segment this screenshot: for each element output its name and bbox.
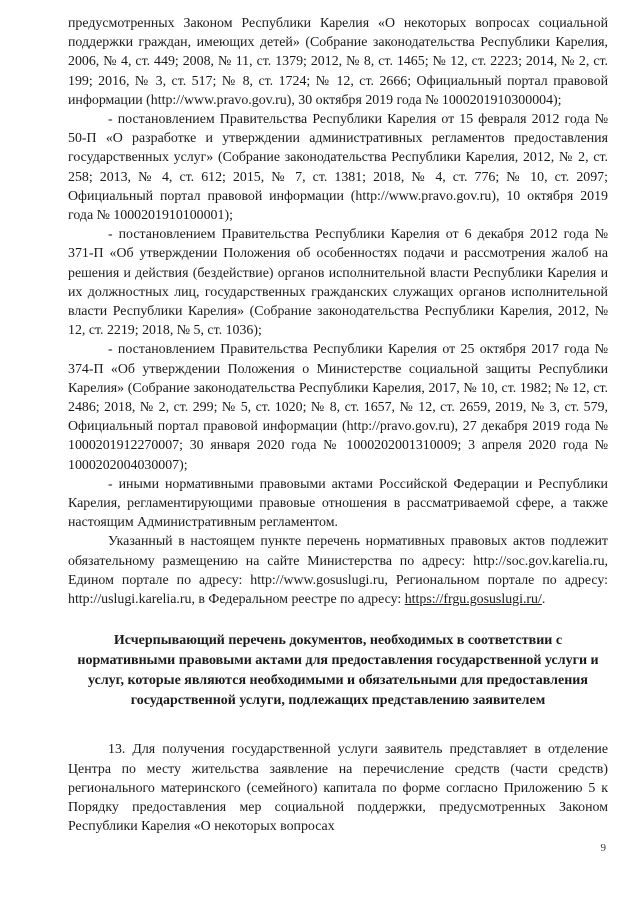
- paragraph-regulation-371p: - постановлением Правительства Республики Карелия от 6 декабря 2012 года № 371-П «Об утверждении Положения об особенностях подачи и рассмотрения жалоб на решения и действия (бездействие) органов исполнительной власти Республики Карелия и их должностных лиц, государственных гражданских служащих органов исполнительной власти Республики Карелия» (Собрание законодательства Республики Карелия, 2012, № 12, ст. 2219; 2018, № 5, ст. 1036);: [68, 227, 608, 339]
- paragraph-law-citation: предусмотренных Законом Республики Карелия «О некоторых вопросах социальной поддержки граждан, имеющих детей» (Собрание законодательства Республики Карелия, 2006, № 4, ст. 449; 2008, № 11, ст. 1379; 2012, № 8, ст. 1465; № 12, ст. 2223; 2014, № 2, ст. 199; 2016, № 3, ст. 517; № 8, ст. 1724; № 12, ст. 2666; Официальный портал правовой информации (http://www.pravo.gov.ru), 30 октября 2019 года № 1000201910300004);: [68, 16, 608, 108]
- portal-text-end: .: [541, 592, 546, 608]
- paragraph-regulation-374p: - постановлением Правительства Республики Карелия от 25 октября 2017 года № 374-П «Об утверждении Положения о Министерстве социальной защиты Республики Карелия» (Собрание законодательства Республики Карелия, 2017, № 10, ст. 1982; № 12, ст. 2486; 2018, № 2, ст. 299; № 5, ст. 1020; № 8, ст. 1657, № 12, ст. 2659, 2019, № 3, ст. 579, Официальный портал правовой информации (http://pravo.gov.ru), 27 декабря 2019 года № 1000201912270007; 30 января 2020 года № 1000202001310009; 3 апреля 2020 года № 1000202004030007);: [68, 342, 608, 473]
- portal-text: Указанный в настоящем пункте перечень нормативных правовых актов подлежит обязательному размещению на сайте Министерства по адресу: http://soc.gov.karelia.ru, Едином портале по адресу: http://www.gosuslugi.ru, Региональном портале по адресу: http://uslugi.karelia.ru, в Федеральном реестре по адресу:: [68, 534, 608, 608]
- paragraph-portal-publication: [68, 532, 608, 609]
- paragraph-item-13: 13. Для получения государственной услуги заявитель представляет в отделение Центра по месту жительства заявление на перечисление средств (части средств) регионального материнского (семейного) капитала по форме согласно Приложению 5 к Порядку предоставления мер социальной поддержки, предусмотренных Законом Республики Карелия «О некоторых вопросах: [68, 742, 608, 835]
- section-heading: Исчерпывающий перечень документов, необходимых в соответствии с нормативными правовыми актами для предоставления государственной услуги и услуг, которые являются необходимыми и обязательными для предоставления государственной услуги, подлежащих представлению заявителем: [77, 633, 599, 708]
- document-body: [68, 14, 608, 837]
- page-number: 9: [600, 842, 606, 854]
- frgu-link[interactable]: https://frgu.gosuslugi.ru/: [404, 592, 542, 608]
- paragraph-other-acts: - иными нормативными правовыми актами Российской Федерации и Республики Карелия, регламентирующими правовые отношения в рассматриваемой сфере, а также настоящим Административным регламентом.: [68, 476, 608, 531]
- section-spacer: [68, 710, 608, 740]
- paragraph-regulation-50p: - постановлением Правительства Республики Карелия от 15 февраля 2012 года № 50-П «О разработке и утверждении административных регламентов предоставления государственных услуг» (Собрание законодательства Республики Карелия, 2012, № 2, ст. 258; 2013, № 4, ст. 612; 2015, № 7, ст. 1381; 2018, № 4, ст. 776; № 10, ст. 2097; Официальный портал правовой информации (http://www.pravo.gov.ru), 10 октября 2019 года № 1000201910100001);: [68, 112, 608, 224]
